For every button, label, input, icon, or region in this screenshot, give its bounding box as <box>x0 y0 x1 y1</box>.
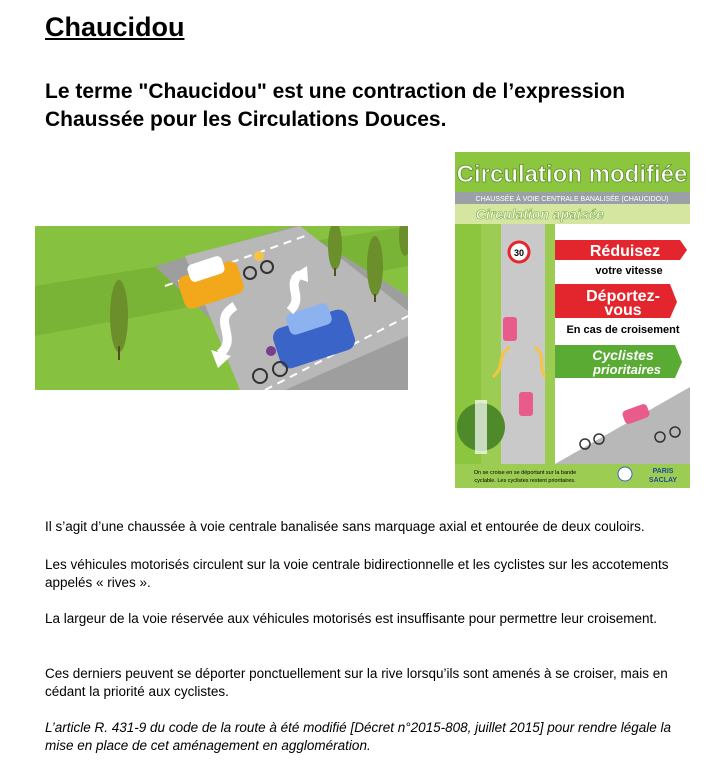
paragraph-definition: Il s’agit d’une chaussée à voie centrale banalisée sans marquage axial et entourée de deux couloirs. <box>45 519 645 534</box>
poster-logo-line2: SACLAY <box>648 477 678 484</box>
poster-msg3b: prioritaires <box>593 362 661 377</box>
chaucidou-info-poster <box>455 152 690 488</box>
poster-msg3a: Cyclistes <box>592 347 654 363</box>
poster-footer-line1: On se croise en se déportant sur la bande <box>473 470 577 476</box>
poster-sub-heading: Circulation apaisée <box>475 206 605 222</box>
paragraph-legal: L’article R. 431-9 du code de la route à été modifié [Décret n°2015-808, juillet 2015] pour rendre légale la mise en place de cet aménagement en agglomération. <box>45 720 672 753</box>
page-title: Chaucidou <box>45 12 185 42</box>
paragraph-width: La largeur de la voie réservée aux véhicules motorisés est insuffisante pour permettre leur croisement. <box>45 611 658 626</box>
speed-limit-sign: 30 <box>513 248 525 258</box>
poster-msg2c: En cas de croisement <box>566 324 680 336</box>
poster-msg1b: votre vitesse <box>595 265 663 277</box>
poster-band: CHAUSSÉE À VOIE CENTRALE BANALISÉE (CHAUCIDOU) <box>475 196 669 203</box>
poster-msg1a: Réduisez <box>589 243 661 260</box>
poster-msg2b: vous <box>604 302 642 319</box>
chaucidou-road-illustration <box>35 226 408 390</box>
paragraph-usage: Les véhicules motorisés circulent sur la voie centrale bidirectionnelle et les cyclistes sur les accotements appelés « rives ». <box>45 557 669 590</box>
poster-logo-line1: PARIS <box>652 468 674 475</box>
poster-footer-line2: cyclable. Les cyclistes restent prioritaires. <box>474 478 576 484</box>
poster-msg2a: Déportez- <box>586 288 660 305</box>
poster-heading: Circulation modifiée <box>456 161 688 188</box>
paragraph-crossing: Ces derniers peuvent se déporter ponctuellement sur la rive lorsqu’ils sont amenés à se croiser, mais en cédant la priorité aux cyclistes. <box>45 666 668 699</box>
page-subtitle: Le terme "Chaucidou" est une contraction de l’expression Chaussée pour les Circulations Douces. <box>45 80 626 131</box>
